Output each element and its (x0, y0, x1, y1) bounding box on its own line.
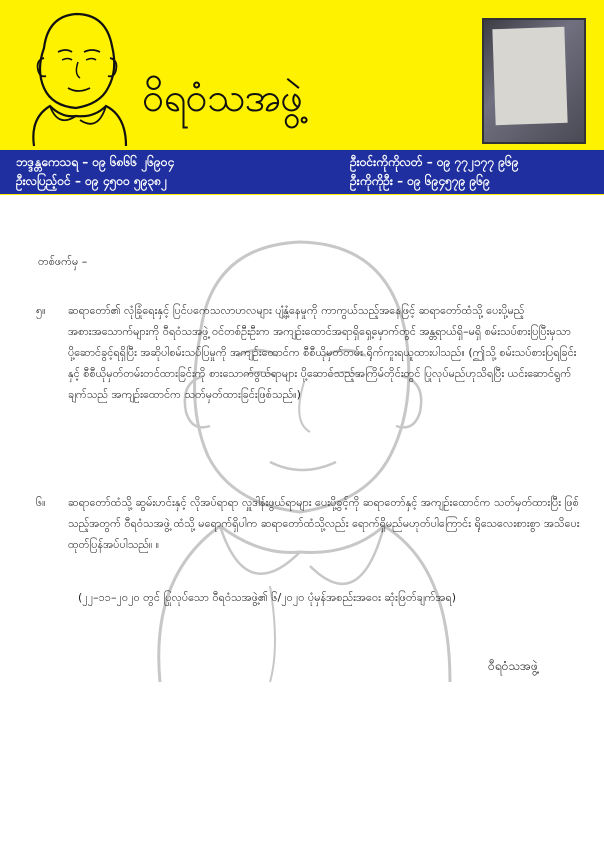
contact-line: ဦးလပြည့်ဝင် – ၀၉ ၄၅၀၀ ၅၉၃၈၂ (16, 174, 168, 188)
photo-paper (492, 27, 567, 125)
contact-line: ဦးဝင်းကိုကိုလတ် – ၀၉ ၇၇၂၁၇၇ ၉၆၉ (350, 155, 519, 169)
letterhead (0, 0, 604, 195)
paragraph-number: ၆။ (36, 496, 46, 509)
meeting-reference: (၂၂–၁၁–၂၀၂၀ တွင် ပြုလုပ်သော ဝီရဝံသအဖွဲ့၏ ၆/၂၀၂၀ ပုံမှန်အစည်းအဝေး ဆုံးဖြတ်ချက်အရ) (78, 591, 457, 604)
monk-portrait-logo (14, 8, 134, 148)
contact-line: ဘဒ္ဒန္တကေသရ – ၀၉ ၆၈၆၆ ၂၆၉၀၄ (16, 155, 175, 169)
portrait-watermark (120, 226, 470, 686)
letter-photo (482, 18, 586, 144)
org-name: ဝိရဝံသအဖွဲ့ (142, 75, 303, 121)
signature: ဝီရဝံသအဖွဲ့ (488, 659, 538, 673)
contact-line: ဦးကိုကိုဦး – ၀၉ ၆၉၄၅၇၉ ၉၆၉ (350, 174, 490, 188)
salutation: တစ်ဖက်မှ – (38, 255, 88, 268)
paragraph-number: ၅။ (36, 304, 46, 317)
paragraph-5 (36, 300, 588, 450)
paragraph-text: ဆရာတော်၏ လုံခြုံရေးနှင့် ပြင်ပကေသလာဟလများ ပျံ့နှံ့နေမှုကို ကာကွယ်သည့်အနေဖြင့် ဆရာတော်ထံသို့ ပေးပို့မည့် အစားအသောက်များကို ဝီရဝံသအဖွဲ့ ဝင်တစ်ဦးဦးက အကျဉ်းထောင်အရာရှိရှေ့မှောက်တွင် အန္တရာယ်ရှိ–မရှိ စမ်းသပ်စားပြပြီးမှသာ ပို့ဆောင်ခွင့်ရရှိပြီး အဆိုပါစမ်းသပ်ပြမှုကို အကျဉ်းထောင်က စီစီယိုမှတ်တမ်း ရိုက်ကူးရယူထားပါသည်။ (ဤသို့ စမ်းသပ်စားပြရခြင်းနှင့် စီစီယိုမှတ်တမ်းတင်ထားခြင်းကို စားသောက်ဖွယ်ရာများ ပို့ဆောင်သည့်အကြိမ်တိုင်းတွင် ပြုလုပ်မည်ဟုသိရပြီး ယင်းဆောင်ရွက်ချက်သည် အကျဉ်းထောင်က သတ်မှတ်ထားခြင်းဖြစ်သည်။) (68, 304, 577, 401)
paragraph-text: ဆရာတော်ထံသို့ ဆွမ်းဟင်းနှင့် လိုအပ်ရာရာ လှူဒါန်းဖွယ်ရာများ ပေးပို့ခွင့်ကို ဆရာတော်နှင့် အကျဉ်းထောင်က သတ်မှတ်ထားပြီး ဖြစ်သည့်အတွက် ဝီရဝံသအဖွဲ့ ထံသို့ မရောက်ရှိပါက ဆရာတော်ထံသို့လည်း ရောက်ရှိမည်မဟုတ်ပါကြောင်း ရိုသေလေးစားစွာ အသိပေးထုတ်ပြန်အပ်ပါသည်။ ။ (68, 496, 580, 551)
paragraph-6 (36, 492, 588, 572)
